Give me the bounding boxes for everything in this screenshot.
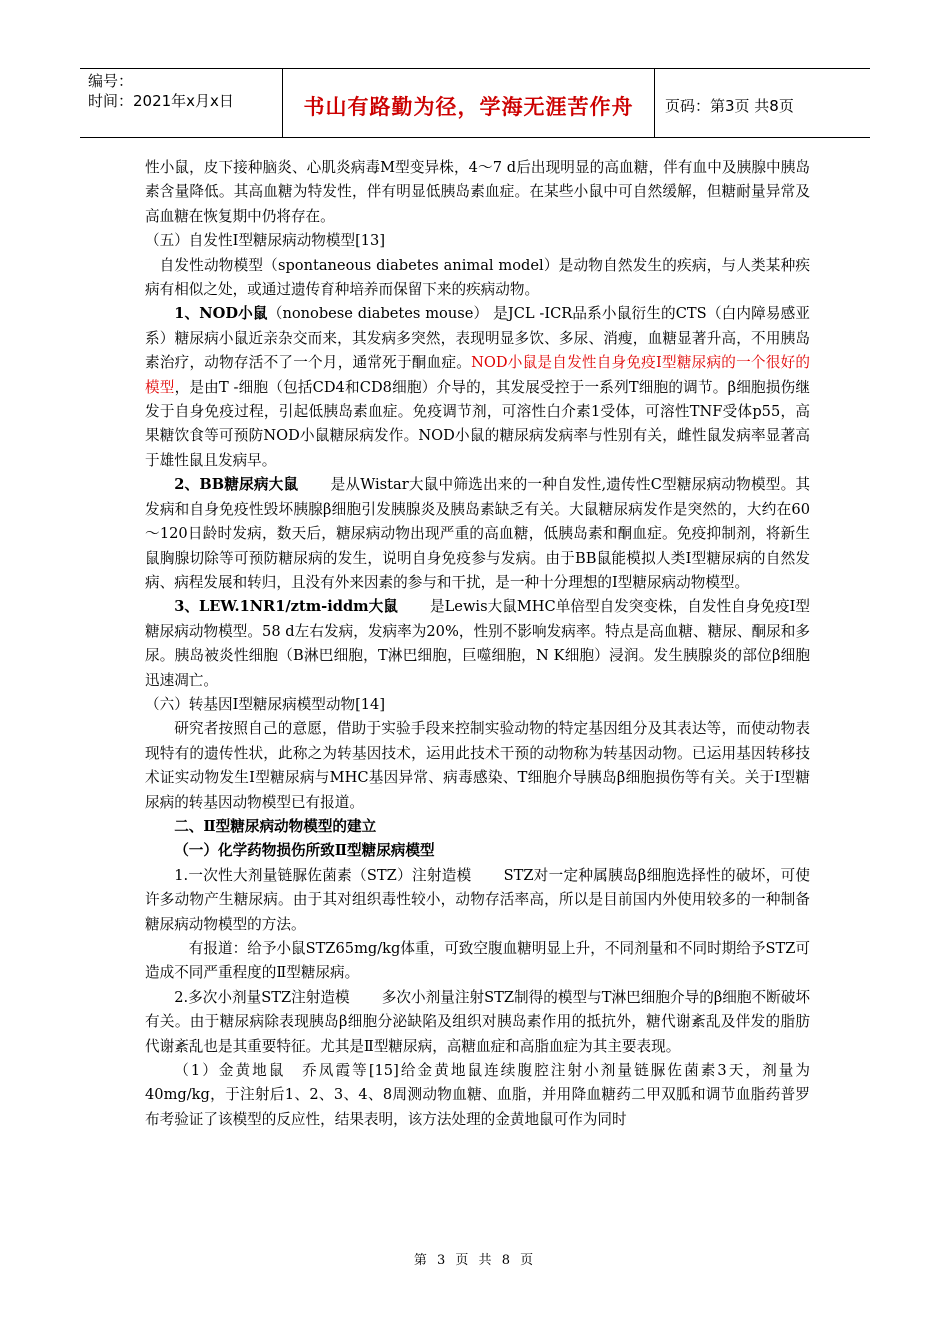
page-footer: 第 3 页 共 8 页 — [413, 1253, 537, 1268]
hamster-text: 乔凤霞等[15]给金黄地鼠连续腹腔注射小剂量链脲佐菌素3天，剂量为40mg/kg，于注射后1、2、3、4、8周测动物血糖、血脂，并用降血糖药二甲双胍和调节血脂药普罗布考验证了该模型的反应性，结果表明，该方法处理的金黄地鼠可作为同时 — [145, 1062, 810, 1128]
stz2-text: 多次小剂量注射STZ制得的模型与T淋巴细胞介导的β细胞不断破坏有关。由于糖尿病除表现胰岛β细胞分泌缺陷及组织对胰岛素作用的抵抗外，糖代谢紊乱及伴发的脂肪代谢紊乱也是其重要特征。尤其是Ⅱ型糖尿病，高糖血症和高脂血症为其主要表现。 — [145, 988, 810, 1055]
header-page-number: 页码：第3页 共8页 — [665, 96, 794, 115]
header-motto: 书山有路勤为径，学海无涯苦作舟 — [283, 69, 655, 137]
bb-text: 是从Wistar大鼠中筛选出来的一种自发性,遗传性C型糖尿病动物模型。其发病和自身免疫性毁坏胰腺β细胞引发胰腺炎及胰岛素缺乏有关。大鼠糖尿病发作是突然的，大约在60～120日龄时发病，数天后，糖尿病动物出现严重的高血糖，低胰岛素和酮血症。免疫抑制剂，将新生鼠胸腺切除等可预防糖尿病的发生，说明自身免疫参与发病。由于BB鼠能模拟人类Ⅰ型糖尿病的自然发病、病程发展和转归，且没有外来因素的参与和干扰，是一种十分理想的Ⅰ型糖尿病动物模型。 — [145, 476, 811, 591]
paragraph-bb — [145, 473, 810, 595]
stz1-text: STZ对一定种属胰岛β细胞选择性的破坏，可使许多动物产生糖尿病。由于其对组织毒性较小，动物存活率高，所以是目前国内外使用较多的一种制备糖尿病动物模型的方法。 — [145, 866, 810, 933]
header-meta — [80, 69, 283, 137]
time-label: 时间：2021年x月x日 — [88, 92, 234, 110]
bb-title: 2、BB糖尿病大鼠 — [174, 476, 299, 494]
paragraph: 研究者按照自己的意愿，借助于实验手段来控制实验动物的特定基因组分及其表达等，而使动物表现特有的遗传性状，此称之为转基因技术，运用此技术干预的动物称为转基因动物。已运用基因转移技术证实动物发生Ⅰ型糖尿病与MHC基因异常、病毒感染、T细胞介导胰岛β细胞损伤等有关。关于Ⅰ型糖尿病的转基因动物模型已有报道。 — [145, 720, 810, 811]
stz1-title: 1.一次性大剂量链脲佐菌素（STZ）注射造模 — [174, 866, 472, 884]
paragraph-lew — [145, 595, 810, 693]
hamster-title: （1）金黄地鼠 — [174, 1062, 286, 1080]
paragraph-nod — [145, 302, 810, 473]
lew-title: 3、LEW.1NR1/ztm-iddm大鼠 — [174, 598, 398, 616]
subsection-heading-1: （一）化学药物损伤所致Ⅱ型糖尿病模型 — [174, 842, 435, 860]
section-heading-2: 二、Ⅱ型糖尿病动物模型的建立 — [174, 817, 377, 835]
nod-highlight: NOD小鼠是自发性自身免疫I型糖尿病的一个很好的模型 — [145, 354, 810, 396]
nod-text-b: ，是由T -细胞（包括CD4和CD8细胞）介导的，其发展受控于一系列T细胞的调节。β细胞损伤继发于自身免疫过程，引起低胰岛素血症。免疫调节剂，可溶性白介素1受体，可溶性TNF受体p55，高果糖饮食等可预防NOD小鼠糖尿病发作。NOD小鼠的糖尿病发病率与性别有关，雌性鼠发病率显著高于雄性鼠且发病早。 — [145, 378, 810, 469]
page-header — [80, 68, 870, 138]
paragraph-report: 有报道：给予小鼠STZ65mg/kg体重，可致空腹血糖明显上升，不同剂量和不同时期给予STZ可造成不同严重程度的Ⅱ型糖尿病。 — [145, 940, 810, 982]
section-heading-5: （五）自发性Ⅰ型糖尿病动物模型[13] — [145, 232, 386, 250]
nod-text-a: （nonobese diabetes mouse） 是JCL -ICR品系小鼠衍生的CTS（白内障易感亚系）糖尿病小鼠近亲杂交而来，其发病多突然，表现明显多饮、多尿、消瘦，血糖显著升高，不用胰岛素治疗，动物存活不了一个月，通常死于酮血症。 — [145, 305, 810, 372]
paragraph-hamster — [145, 1059, 810, 1132]
number-label: 编号： — [88, 72, 134, 90]
document-body — [145, 156, 810, 1132]
paragraph: 性小鼠，皮下接种脑炎、心肌炎病毒M型变异株，4～7 d后出现明显的高血糖，伴有血中及胰腺中胰岛素含量降低。其高血糖为特发性，伴有明显低胰岛素血症。在某些小鼠中可自然缓解，但糖耐量异常及高血糖在恢复期中仍将存在。 — [145, 159, 810, 225]
paragraph-stz1 — [145, 864, 810, 937]
section-heading-6: （六）转基因Ⅰ型糖尿病模型动物[14] — [145, 695, 386, 713]
lew-text: 是Lewis大鼠MHC单倍型自发突变株，自发性自身免疫Ⅰ型糖尿病动物模型。58 d左右发病，发病率为20%，性别不影响发病率。特点是高血糖、糖尿、酮尿和多尿。胰岛被炎性细胞（B淋巴细胞，T淋巴细胞，巨噬细胞，N K细胞）浸润。发生胰腺炎的部位β细胞迅速凋亡。 — [145, 598, 810, 689]
nod-title: 1、NOD小鼠 — [174, 305, 268, 323]
stz2-title: 2.多次小剂量STZ注射造模 — [174, 988, 350, 1006]
paragraph: 自发性动物模型（spontaneous diabetes animal model）是动物自然发生的疾病，与人类某种疾病有相似之处，或通过遗传育种培养而保留下来的疾病动物。 — [145, 256, 810, 299]
paragraph-stz2 — [145, 986, 810, 1059]
